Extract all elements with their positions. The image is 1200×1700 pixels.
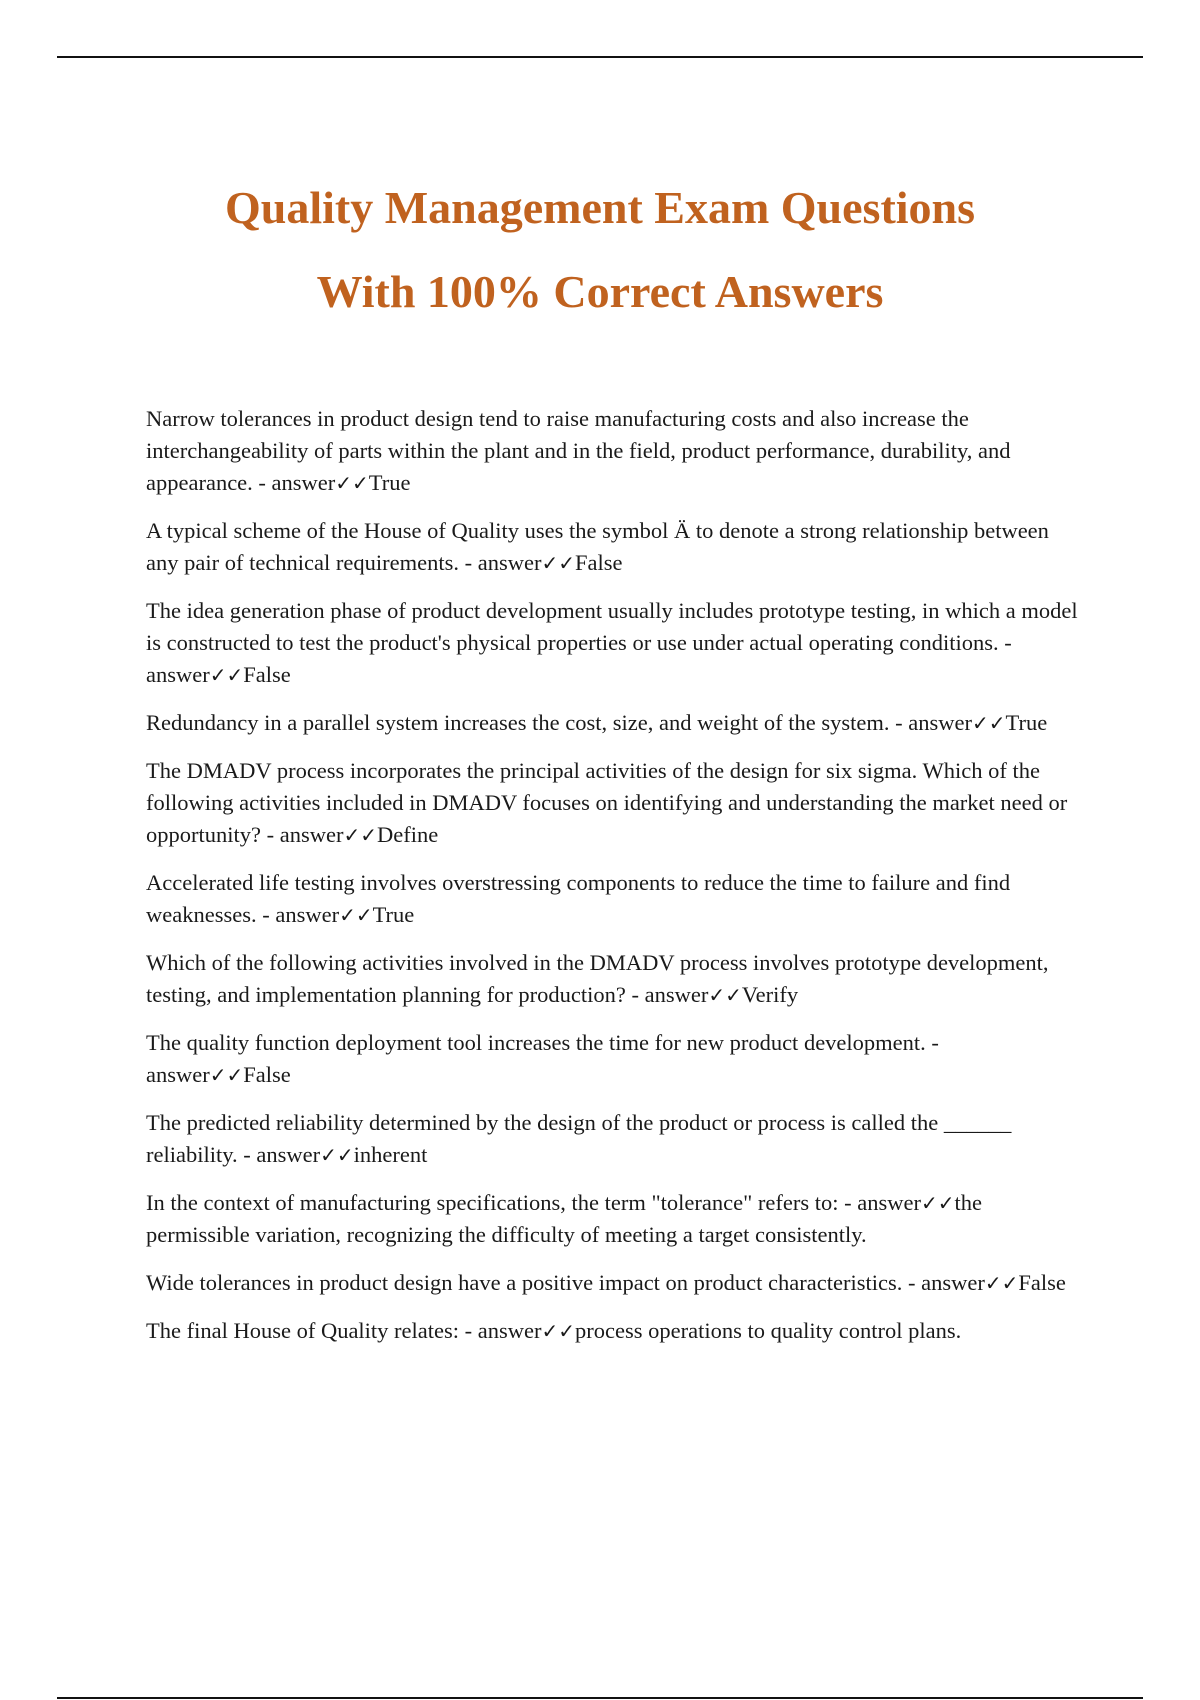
qa-item — [146, 1187, 1086, 1251]
answer-text: True — [1005, 710, 1048, 735]
answer-label: answer — [477, 550, 542, 575]
separator: - — [902, 1270, 922, 1295]
qa-item — [146, 755, 1086, 851]
question-text: Accelerated life testing involves overstressing components to reduce the time to failure and find weaknesses. — [146, 870, 1011, 927]
qa-item — [146, 595, 1086, 691]
answer-text: Define — [376, 822, 439, 847]
answer-text: process operations to quality control plans. — [575, 1318, 962, 1343]
separator: - — [625, 982, 645, 1007]
qa-list — [146, 403, 1086, 1363]
qa-item — [146, 1027, 1086, 1091]
title-line-1: Quality Management Exam Questions — [224, 182, 976, 233]
double-check-icon: ✓✓ — [209, 663, 244, 687]
separator: - — [838, 1190, 858, 1215]
answer-label: answer — [857, 1190, 921, 1215]
separator: - — [237, 1142, 257, 1167]
answer-label: answer — [279, 822, 344, 847]
double-check-icon: ✓✓ — [320, 1143, 354, 1167]
double-check-icon: ✓✓ — [335, 471, 369, 495]
answer-text: False — [575, 550, 623, 575]
top-rule — [57, 56, 1143, 58]
double-check-icon: ✓✓ — [972, 711, 1006, 735]
question-text: Redundancy in a parallel system increases the cost, size, and weight of the system. — [146, 710, 890, 735]
answer-label: answer — [146, 662, 210, 687]
answer-label: answer — [921, 1270, 985, 1295]
answer-text: True — [372, 902, 415, 927]
question-text: A typical scheme of the House of Quality uses the symbol Ä to denote a strong relationship between any pair of technical requirements. — [146, 518, 1049, 575]
separator: - — [925, 1030, 939, 1055]
separator: - — [252, 470, 272, 495]
qa-item — [146, 1315, 1086, 1347]
separator: - — [889, 710, 909, 735]
double-check-icon: ✓✓ — [209, 1063, 244, 1087]
answer-text: Verify — [741, 982, 799, 1007]
separator: - — [459, 1318, 478, 1343]
answer-text: False — [243, 1062, 291, 1087]
question-text: The DMADV process incorporates the principal activities of the design for six sigma. Which of the following activities included in DMADV focuses on identifying and understanding the market need or opportunity? — [146, 758, 1068, 847]
answer-text: True — [368, 470, 411, 495]
question-text: Narrow tolerances in product design tend to raise manufacturing costs and also increase the interchangeability of parts within the plant and in the field, product performance, durability, and appearance. — [146, 406, 1011, 495]
qa-item — [146, 515, 1086, 579]
qa-item — [146, 947, 1086, 1011]
question-text: The idea generation phase of product development usually includes prototype testing, in which a model is constructed to test the product's physical properties or use under actual operating conditions. — [146, 598, 1078, 655]
question-text: The quality function deployment tool increases the time for new product development. — [146, 1030, 926, 1055]
answer-label: answer — [256, 1142, 321, 1167]
answer-label: answer — [271, 470, 336, 495]
double-check-icon: ✓✓ — [984, 1271, 1019, 1295]
answer-label: answer — [275, 902, 340, 927]
question-text: In the context of manufacturing specifications, the term "tolerance" refers to: — [146, 1190, 839, 1215]
document-title — [0, 166, 1200, 334]
answer-label: answer — [908, 710, 973, 735]
double-check-icon: ✓✓ — [708, 983, 742, 1007]
answer-label: answer — [644, 982, 709, 1007]
bottom-rule — [57, 1697, 1143, 1699]
question-text: Which of the following activities involved in the DMADV process involves prototype development, testing, and implementation planning for production? — [146, 950, 1049, 1007]
separator: - — [256, 902, 276, 927]
double-check-icon: ✓✓ — [343, 823, 377, 847]
double-check-icon: ✓✓ — [541, 1319, 576, 1343]
separator: - — [998, 630, 1012, 655]
question-text: The final House of Quality relates: — [146, 1318, 460, 1343]
separator: - — [260, 822, 280, 847]
separator: - — [459, 550, 478, 575]
double-check-icon: ✓✓ — [541, 551, 575, 575]
title-line-2: With 100% Correct Answers — [316, 266, 884, 317]
qa-item — [146, 1107, 1086, 1171]
qa-item — [146, 707, 1086, 739]
answer-text: inherent — [353, 1142, 428, 1167]
answer-label: answer — [146, 1062, 210, 1087]
qa-item — [146, 867, 1086, 931]
question-text: The predicted reliability determined by the design of the product or process is called the ______ reliability. — [146, 1110, 1012, 1167]
qa-item — [146, 403, 1086, 499]
qa-item — [146, 1267, 1086, 1299]
answer-text: False — [243, 662, 291, 687]
double-check-icon: ✓✓ — [920, 1191, 955, 1215]
double-check-icon: ✓✓ — [339, 903, 373, 927]
answer-text: the permissible variation, recognizing the difficulty of meeting a target consistently. — [146, 1190, 982, 1247]
question-text: Wide tolerances in product design have a positive impact on product characteristics. — [146, 1270, 903, 1295]
answer-label: answer — [477, 1318, 542, 1343]
answer-text: False — [1018, 1270, 1066, 1295]
